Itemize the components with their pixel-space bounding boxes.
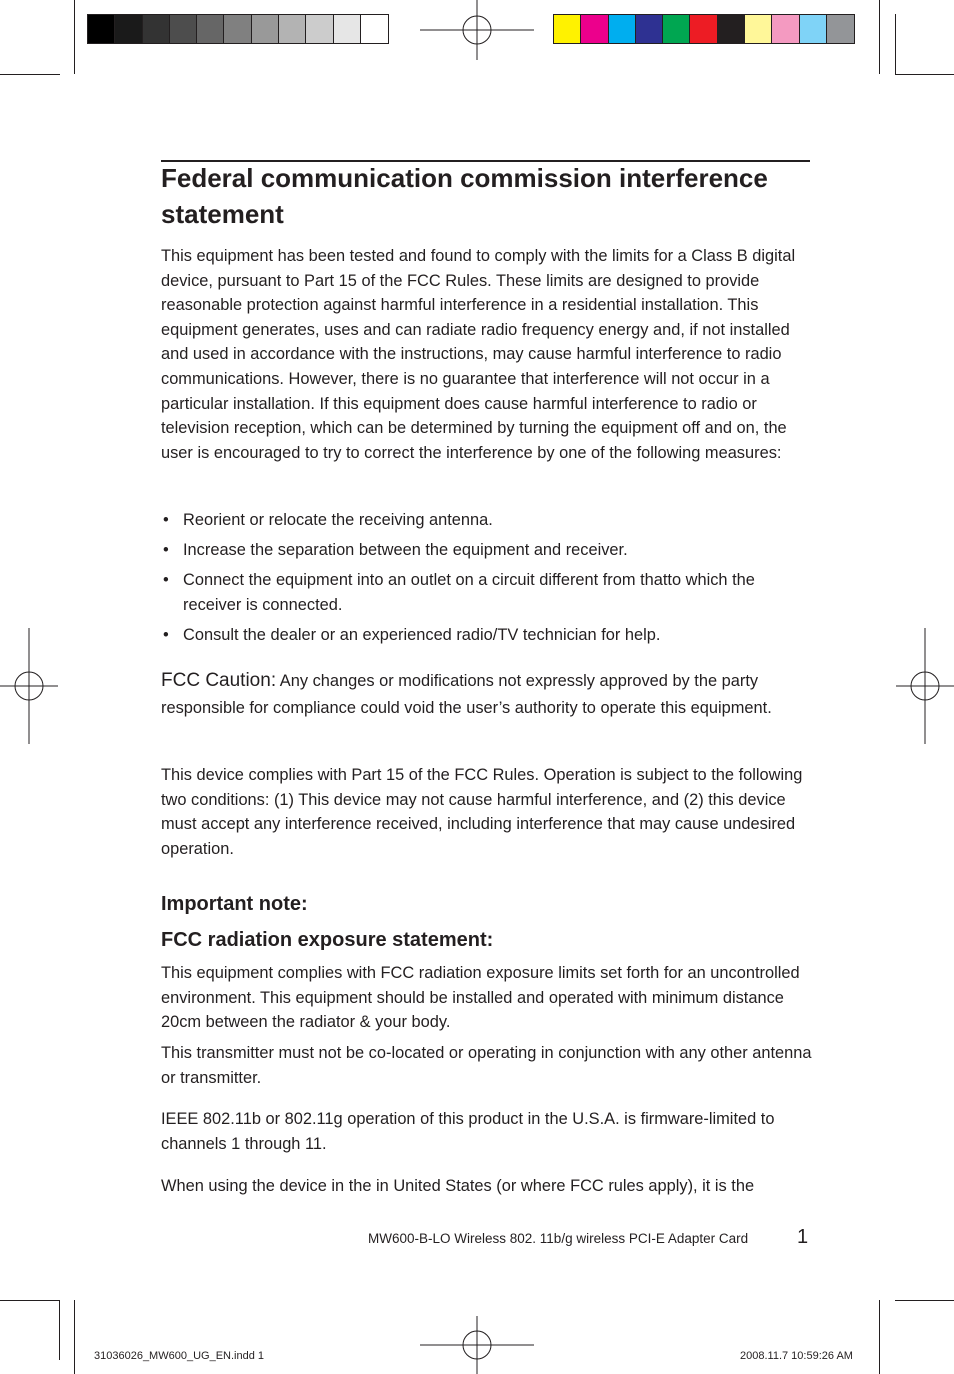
registration-mark-top (420, 0, 534, 60)
color-swatch (334, 15, 361, 43)
crop-mark (74, 1300, 75, 1374)
fcc-caution-text: Any changes or modifications not expressly approved by the party responsible for compliance could void the user’s authority to operate this equipment. (161, 672, 772, 717)
color-swatch (581, 15, 608, 43)
crop-mark (879, 1300, 880, 1374)
crop-mark (74, 0, 75, 74)
slug-filename: 31036026_MW600_UG_EN.indd 1 (94, 1350, 265, 1362)
registration-mark-right (896, 628, 954, 744)
color-swatch (690, 15, 717, 43)
intro-paragraph: This equipment has been tested and found to comply with the limits for a Class B digital device, pursuant to Part 15 of the FCC Rules. These limits are designed to provide reasonable protection against harmful interference in a residential installation. This equipment generates, uses and can radiate radio frequency energy and, if not installed and used in accordance with the instructions, may cause harmful interference to radio communications. However, there is no guarantee that interference will not occur in a particular installation. If this equipment does cause harmful interference to radio or television reception, which can be determined by turning the equipment off and on, the user is encouraged to try to correct the interference by one of the following measures: (161, 247, 796, 462)
fcc-caution-paragraph (161, 667, 813, 722)
list-item: • Connect the equipment into an outlet on a circuit different from thatto which the receiver is connected. (161, 568, 813, 617)
color-swatch (361, 15, 388, 43)
part15-paragraph: This device complies with Part 15 of the FCC Rules. Operation is subject to the following two conditions: (1) This device may not cause harmful interference, and (2) this device must accept any interference received, including interference that may cause undesired operation. (161, 766, 803, 858)
color-swatch (772, 15, 799, 43)
registration-mark-left (0, 628, 58, 744)
color-swatch (143, 15, 170, 43)
fcc-caution-label: FCC Caution: (161, 670, 277, 691)
color-swatch (306, 15, 333, 43)
page-number: 1 (797, 1226, 809, 1248)
colocation-paragraph: This transmitter must not be co-located or operating in conjunction with any other antenna or transmitter. (161, 1044, 812, 1087)
crop-mark (895, 14, 896, 74)
crop-mark (895, 74, 954, 75)
radiation-paragraph: This equipment complies with FCC radiation exposure limits set forth for an uncontrolled environment. This equipment should be installed and operated with minimum distance 20cm between the radiator & your body. (161, 964, 800, 1032)
color-swatch (115, 15, 142, 43)
list-item: • Consult the dealer or an experienced radio/TV technician for help. (161, 623, 813, 648)
color-swatch (636, 15, 663, 43)
crop-mark (59, 1300, 60, 1360)
color-swatch (554, 15, 581, 43)
process-color-bar (553, 14, 855, 44)
crop-mark (895, 1300, 954, 1301)
usage-paragraph: When using the device in the in United States (or where FCC rules apply), it is the (161, 1177, 755, 1195)
footer-product-title: MW600-B-LO Wireless 802. 11b/g wireless PCI-E Adapter Card (368, 1231, 749, 1246)
important-note-heading: Important note: (161, 893, 308, 915)
grayscale-color-bar (87, 14, 389, 44)
color-swatch (279, 15, 306, 43)
crop-mark (879, 0, 880, 74)
list-item: • Reorient or relocate the receiving antenna. (161, 508, 813, 533)
color-swatch (197, 15, 224, 43)
page-title: Federal communication commission interference statement (161, 163, 768, 229)
color-swatch (663, 15, 690, 43)
color-swatch (224, 15, 251, 43)
slug-timestamp: 2008.11.7 10:59:26 AM (740, 1350, 853, 1362)
crop-mark (0, 74, 60, 75)
ieee-paragraph: IEEE 802.11b or 802.11g operation of this product in the U.S.A. is firmware-limited to channels 1 through 11. (161, 1110, 775, 1153)
color-swatch (88, 15, 115, 43)
color-swatch (718, 15, 745, 43)
measures-list (161, 508, 813, 653)
color-swatch (609, 15, 636, 43)
crop-mark (0, 1300, 60, 1301)
color-swatch (170, 15, 197, 43)
color-swatch (745, 15, 772, 43)
registration-mark-bottom (420, 1316, 534, 1374)
color-swatch (800, 15, 827, 43)
radiation-heading: FCC radiation exposure statement: (161, 929, 494, 951)
color-swatch (827, 15, 854, 43)
color-swatch (252, 15, 279, 43)
list-item: • Increase the separation between the equipment and receiver. (161, 538, 813, 563)
